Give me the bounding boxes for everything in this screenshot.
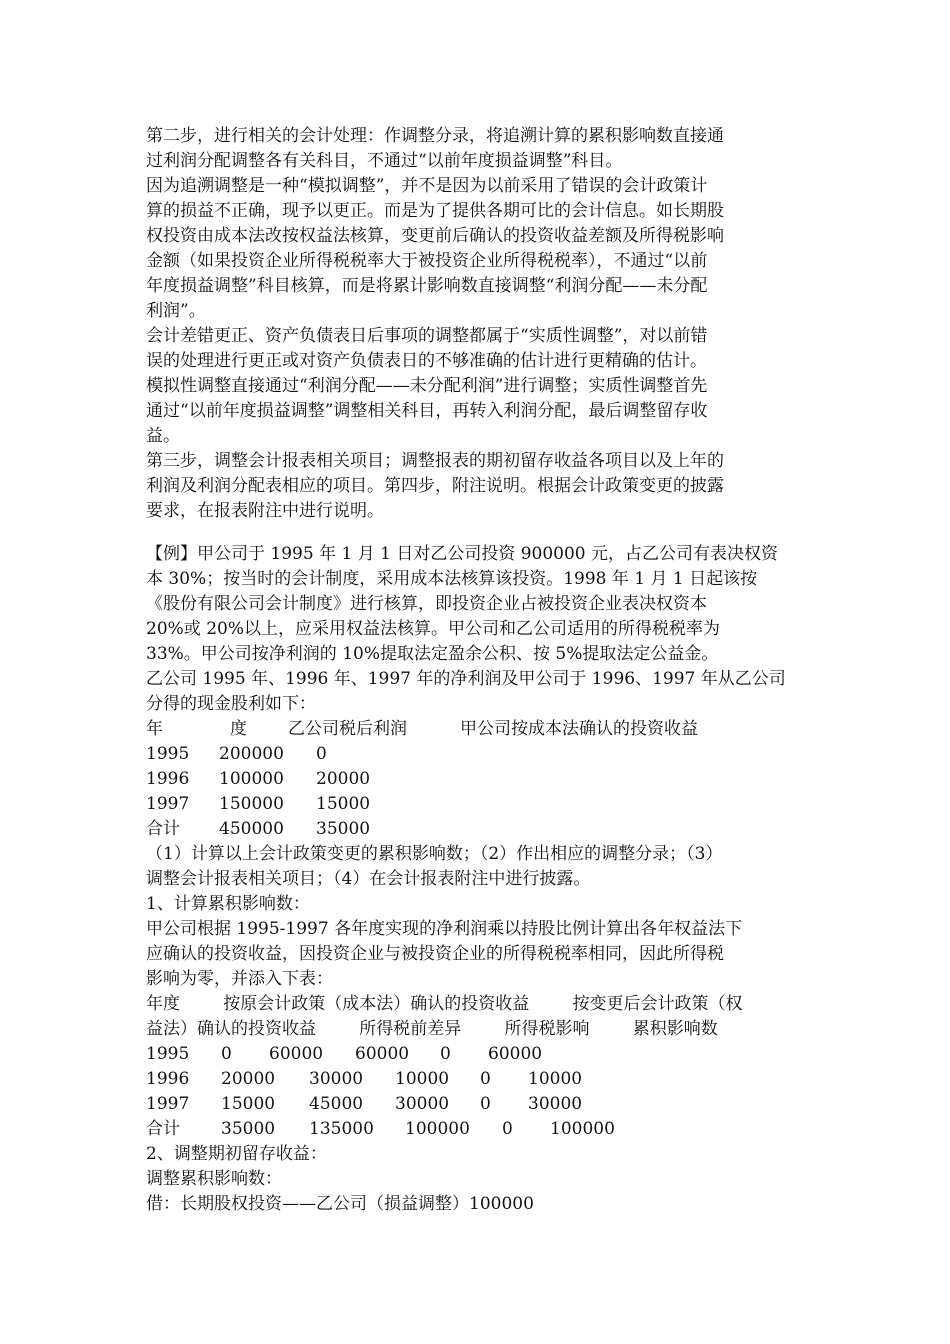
text-line: 金额（如果投资企业所得税税率大于被投资企业所得税税率），不通过“以前 xyxy=(146,251,708,271)
table-cell: 60000 xyxy=(488,1044,543,1064)
table-cell: 30000 xyxy=(395,1094,450,1114)
text-line: 年度损益调整”科目核算，而是将累计影响数直接调整“利润分配——未分配 xyxy=(146,276,708,296)
table-header: 年度 按原会计政策（成本法）确认的投资收益 按变更后会计政策（权 xyxy=(146,994,743,1014)
text-line: 会计差错更正、资产负债表日后事项的调整都属于“实质性调整”，对以前错 xyxy=(146,326,708,346)
table-row xyxy=(146,792,810,817)
table-cell: 0 xyxy=(221,1044,232,1064)
document-page xyxy=(146,124,810,1217)
text-line: 算的损益不正确，现予以更正。而是为了提供各期可比的会计信息。如长期股 xyxy=(146,201,724,221)
table-cell: 150000 xyxy=(219,794,284,814)
text-line: 应确认的投资收益，因投资企业与被投资企业的所得税税率相同，因此所得税 xyxy=(146,944,724,964)
text-line: （1）计算以上会计政策变更的累积影响数；（2）作出相应的调整分录；（3） xyxy=(146,844,723,864)
profit-table xyxy=(146,717,810,842)
table-cell: 1996 xyxy=(146,769,190,789)
text-line: 利润及利润分配表相应的项目。第四步，附注说明。根据会计政策变更的披露 xyxy=(146,476,724,496)
text-line: 1、计算累积影响数： xyxy=(146,894,310,914)
header-cell: 乙公司税后利润 xyxy=(288,719,407,739)
blank-line xyxy=(146,524,810,542)
table-header: 益法）确认的投资收益 所得税前差异 所得税影响 累积影响数 xyxy=(146,1019,718,1039)
text-line: 调整会计报表相关项目；（4）在会计报表附注中进行披露。 xyxy=(146,869,591,889)
text-line: 分得的现金股利如下： xyxy=(146,694,316,714)
table-cell: 15000 xyxy=(221,1094,276,1114)
table-cell: 20000 xyxy=(221,1069,276,1089)
table-cell: 10000 xyxy=(395,1069,450,1089)
table-cell: 0 xyxy=(480,1094,491,1114)
table-row xyxy=(146,1042,810,1067)
table-cell: 60000 xyxy=(355,1044,410,1064)
text-line: 要求，在报表附注中进行说明。 xyxy=(146,501,384,521)
text-line: 《股份有限公司会计制度》进行核算，即投资企业占被投资企业表决权资本 xyxy=(146,594,707,614)
table-header xyxy=(146,717,810,742)
table-cell: 1995 xyxy=(146,744,190,764)
question-section xyxy=(146,842,810,992)
table-cell: 0 xyxy=(480,1069,491,1089)
header-cell: 年 xyxy=(146,719,163,739)
table-cell: 35000 xyxy=(221,1119,276,1139)
text-line: 【例】甲公司于 1995 年 1 月 1 日对乙公司投资 900000 元，占乙公司有表决权资 xyxy=(146,544,779,564)
table-cell: 0 xyxy=(316,744,327,764)
table-cell: 100000 xyxy=(405,1119,470,1139)
text-line: 2、调整期初留存收益： xyxy=(146,1144,327,1164)
text-line: 权投资由成本法改按权益法核算，变更前后确认的投资收益差额及所得税影响 xyxy=(146,226,724,246)
cumulative-effect-table xyxy=(146,992,810,1142)
text-line: 益。 xyxy=(146,426,180,446)
text-line: 因为追溯调整是一种“模拟调整”，并不是因为以前采用了错误的会计政策计 xyxy=(146,176,708,196)
table-row xyxy=(146,817,810,842)
text-line: 利润”。 xyxy=(146,301,206,321)
table-cell: 450000 xyxy=(219,819,284,839)
table-cell: 合计 xyxy=(146,819,180,839)
text-line: 误的处理进行更正或对资产负债表日的不够准确的估计进行更精确的估计。 xyxy=(146,351,707,371)
table-cell: 0 xyxy=(502,1119,513,1139)
closing-section xyxy=(146,1142,810,1217)
table-cell: 60000 xyxy=(269,1044,324,1064)
table-cell: 30000 xyxy=(528,1094,583,1114)
table-cell: 45000 xyxy=(309,1094,364,1114)
table-row xyxy=(146,767,810,792)
text-line: 第二步，进行相关的会计处理：作调整分录，将追溯计算的累积影响数直接通 xyxy=(146,126,724,146)
text-line: 20%或 20%以上，应采用权益法核算。甲公司和乙公司适用的所得税税率为 xyxy=(146,619,720,639)
table-cell: 合计 xyxy=(146,1119,180,1139)
header-cell: 度 xyxy=(230,719,247,739)
text-line: 调整累积影响数： xyxy=(146,1169,282,1189)
table-cell: 35000 xyxy=(316,819,371,839)
text-line: 第三步，调整会计报表相关项目；调整报表的期初留存收益各项目以及上年的 xyxy=(146,451,724,471)
table-cell: 10000 xyxy=(528,1069,583,1089)
table-cell: 20000 xyxy=(316,769,371,789)
table-cell: 1995 xyxy=(146,1044,190,1064)
text-line: 通过“以前年度损益调整”调整相关科目，再转入利润分配，最后调整留存收 xyxy=(146,401,708,421)
table-cell: 200000 xyxy=(219,744,284,764)
table-cell: 30000 xyxy=(309,1069,364,1089)
header-cell: 甲公司按成本法确认的投资收益 xyxy=(460,719,698,739)
text-line: 甲公司根据 1995-1997 各年度实现的净利润乘以持股比例计算出各年权益法下 xyxy=(146,919,743,939)
table-cell: 0 xyxy=(440,1044,451,1064)
table-row xyxy=(146,1117,810,1142)
table-cell: 1996 xyxy=(146,1069,190,1089)
table-cell: 100000 xyxy=(550,1119,615,1139)
table-cell: 15000 xyxy=(316,794,371,814)
paragraph-section xyxy=(146,124,810,524)
table-cell: 135000 xyxy=(309,1119,374,1139)
table-cell: 1997 xyxy=(146,794,190,814)
text-line: 过利润分配调整各有关科目，不通过“以前年度损益调整”科目。 xyxy=(146,151,623,171)
table-row xyxy=(146,1067,810,1092)
text-line: 影响为零，并添入下表： xyxy=(146,969,333,989)
table-cell: 100000 xyxy=(219,769,284,789)
table-row xyxy=(146,742,810,767)
text-line: 乙公司 1995 年、1996 年、1997 年的净利润及甲公司于 1996、1997 年从乙公司 xyxy=(146,669,786,689)
table-row xyxy=(146,1092,810,1117)
text-line: 模拟性调整直接通过“利润分配——未分配利润”进行调整；实质性调整首先 xyxy=(146,376,708,396)
example-section xyxy=(146,542,810,717)
table-cell: 1997 xyxy=(146,1094,190,1114)
text-line: 本 30%；按当时的会计制度，采用成本法核算该投资。1998 年 1 月 1 日起该按 xyxy=(146,569,758,589)
text-line: 借：长期股权投资——乙公司（损益调整）100000 xyxy=(146,1194,534,1214)
text-line: 33%。甲公司按净利润的 10%提取法定盈余公积、按 5%提取法定公益金。 xyxy=(146,644,719,664)
